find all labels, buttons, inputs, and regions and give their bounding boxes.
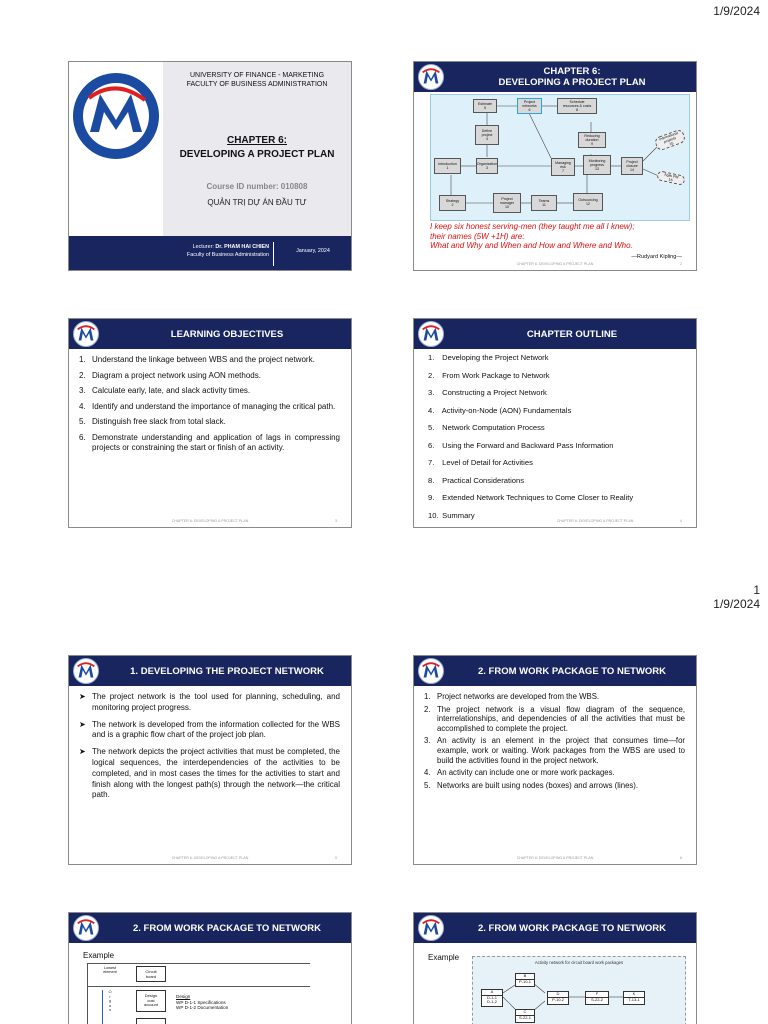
list-item: 3. An activity is an element in the project that consumes time—for example, work or waiting. Work packages from the WBS are used to build the activities found in the project network. [424,736,685,765]
lecturer-faculty: Faculty of Business Administration [186,251,269,258]
slide-footer: CHAPTER 6: DEVELOPING A PROJECT PLAN [516,262,594,266]
course-name: QUẢN TRỊ DỰ ÁN ĐẦU TƯ [207,198,307,207]
slide-4-chapter-outline [413,318,697,528]
circuit-board-box: Circuit board [136,966,166,982]
list-item: ➤ The network depicts the project activities that must be completed, the logical sequences, the interdependencies of the activities to be completed, and in most cases the times for the activities to start and finish along with the longest path(s) through the network—the critical path. [79,747,340,800]
page-number: 1 [753,583,760,597]
diagram-node: Introduction 1 [434,158,461,174]
example-label: Example [83,951,115,960]
slide-5-developing-network [68,655,352,865]
slide-header [414,62,696,92]
divider-line [88,986,310,987]
university-logo-icon [73,915,99,941]
list-item: 6. Using the Forward and Backward Pass Information [428,440,614,450]
network-node: F S-22-2 [585,991,609,1005]
university-logo-icon [73,321,99,347]
list-item: 7. Level of Detail for Activities [428,458,533,467]
lecturer-label: Lecturer: [192,244,216,250]
work-package-1: WP D-1-1 Specifications [176,1000,226,1005]
slide-3-learning-objectives [68,318,352,528]
list-item: 4. Identify and understand the importance of managing the critical path. [79,401,336,411]
diagram-node: Project closure 14 [621,157,643,175]
list-item: 6. Demonstrate understanding and application of lags in compressing projects or constraining the start or finish of an activity. [79,432,340,452]
logo-panel [69,62,163,236]
diagram-node: Schedule resources & costs 8 [557,98,597,114]
list-item: 1. Understand the linkage between WBS and the project network. [79,355,315,364]
university-logo-icon [418,321,444,347]
slide-number: 6 [680,856,682,860]
slide-number: 4 [680,519,682,523]
list-item: 2. Diagram a project network using AON methods. [79,370,261,380]
slide-footer: CHAPTER 6: DEVELOPING A PROJECT PLAN [171,519,249,523]
diagram-node: Define project 4 [475,125,499,145]
slide-number: 5 [335,856,337,860]
network-node: D P-10-2 [547,991,569,1005]
wbs-example-diagram [87,963,310,1024]
kipling-quote [430,222,692,251]
arrow-bullet-icon: ➤ [79,719,86,729]
chapter-number: CHAPTER 6: [226,135,287,146]
slide-2-overview [413,61,697,271]
slide-title: 2. FROM WORK PACKAGE TO NETWORK [477,922,667,934]
slide-title-line2: DEVELOPING A PROJECT PLAN [498,77,646,88]
next-cost-account-box [136,1018,166,1024]
title-footer-bar [69,236,351,271]
slide-number: 3 [335,519,337,523]
slide-title: 1. DEVELOPING THE PROJECT NETWORK [130,665,324,677]
network-node: K T-13-1 [623,991,645,1005]
slide-footer: CHAPTER 6: DEVELOPING A PROJECT PLAN [556,519,634,523]
slide-6-work-package-to-network [413,655,697,865]
list-item: 4. An activity can include one or more work packages. [424,768,615,778]
list-item: ➤ The network is developed from the information collected for the WBS and is a graphic flow chart of the project job plan. [79,719,340,740]
list-item: 3. Calculate early, late, and slack activity times. [79,386,251,395]
slide-7-work-package-example [68,912,352,1024]
up-arrow-line [102,990,103,1024]
list-item: 9. Extended Network Techniques to Come Closer to Reality [428,493,634,502]
title-date: January, 2024 [296,248,330,254]
diagram-title: Activity network for circuit board work packages [534,960,624,965]
university-logo-icon [73,658,99,684]
slide-title: CHAPTER OUTLINE [526,328,618,340]
network-arrows [473,957,685,1024]
slide-header [69,319,351,349]
work-package-2: WP D-1-2 Documentation [176,1005,229,1010]
diagram-node: Estimate 5 [473,99,497,113]
list-item: 1. Project networks are developed from the WBS. [424,692,600,701]
diagram-node: Organization 3 [476,158,498,174]
organization-axis-label: O r g a n [108,989,112,1013]
diagram-node: Outsourcing 12 [573,193,603,211]
university-logo-large [69,62,163,236]
title-panel [163,62,351,236]
quote-line-3: What and Why and When and How and Where and Who. [430,241,633,250]
lowest-element-label: Lowest element [103,966,117,975]
diagram-node: Project manager 10 [493,193,521,213]
list-item: 8. Practical Considerations [428,475,525,485]
university-logo-icon [418,64,444,90]
page-date-mid: 1/9/2024 [713,597,760,611]
page-date-top: 1/9/2024 [713,4,760,18]
diagram-node: Managing risk 7 [551,158,575,176]
slide-footer: CHAPTER 6: DEVELOPING A PROJECT PLAN [171,856,249,860]
slide-title: 2. FROM WORK PACKAGE TO NETWORK [132,922,322,934]
slide-1-title [68,61,352,271]
bullet-list [79,692,341,807]
university-name: UNIVERSITY OF FINANCE - MARKETING [189,72,325,79]
list-item: 5. Distinguish free slack from total slack. [79,417,226,426]
network-node: C S-22-1 [515,1009,535,1023]
slide-header [414,319,696,349]
network-node: A D-1-1 D-1-2 [481,989,503,1007]
university-logo-icon [418,658,444,684]
list-item: 4. Activity-on-Node (AON) Fundamentals [428,405,572,415]
list-item: ➤ The project network is the tool used for planning, scheduling, and monitoring project progress. [79,692,340,712]
list-item: 5. Networks are built using nodes (boxes) and arrows (lines). [424,780,639,790]
slide-header [69,656,351,686]
chapter-map-diagram [430,94,690,221]
quote-line-1: I keep six honest serving-men (they taught me all I knew); [430,222,635,231]
list-item: 2. From Work Package to Network [428,370,550,380]
arrow-bullet-icon: ➤ [79,747,86,757]
slide-title-line1: CHAPTER 6: [543,66,601,77]
list-item: 5. Network Computation Process [428,423,545,432]
diagram-node: Monitoring progress 13 [583,155,611,175]
design-label: Design [176,994,191,999]
slide-footer: CHAPTER 6: DEVELOPING A PROJECT PLAN [516,856,594,860]
lecturer-name: Dr. PHAM HAI CHIEN [215,244,269,250]
slide-title: LEARNING OBJECTIVES [170,328,284,340]
slide-header [414,913,696,943]
footer-divider [273,242,274,266]
diagram-node: Reducing duration 9 [578,132,606,148]
course-id: Course ID number: 010808 [206,182,308,191]
diagram-node-optional: Agile PM 16 [656,170,685,186]
diagram-node: Strategy 2 [439,195,466,211]
design-cost-account-box: Design cost account [136,990,166,1012]
slide-header [414,656,696,686]
objectives-list [79,355,341,459]
faculty-name: FACULTY OF BUSINESS ADMINISTRATION [186,80,328,88]
arrow-bullet-icon: ➤ [79,692,86,701]
slide-number: 2 [680,262,682,266]
numbered-list [424,692,686,793]
diagram-node: Teams 11 [531,195,557,211]
activity-network-diagram [472,956,686,1024]
list-item: 2. The project network is a visual flow diagram of the sequence, interrelationships, and dependencies of all the activities that must be accomplished to complete the project. [424,704,685,733]
list-item: 3. Constructing a Project Network [428,388,547,397]
quote-author: —Rudyard Kipling— [631,254,682,260]
example-label: Example [428,953,460,962]
slide-8-activity-network-example [413,912,697,1024]
diagram-node-highlighted: Project networks 6 [517,98,542,114]
quote-line-2: their names (5W +1H) are: [430,231,525,241]
diagram-node-optional: International projects 15 [654,128,687,151]
slide-title: 2. FROM WORK PACKAGE TO NETWORK [477,665,667,677]
outline-list [428,353,686,528]
slide-header [69,913,351,943]
university-logo-icon [418,915,444,941]
list-item: 10. Summary [428,510,475,520]
chapter-title: DEVELOPING A PROJECT PLAN [179,149,335,160]
list-item: 1. Developing the Project Network [428,353,549,362]
network-node: B P-10-1 [515,973,535,987]
